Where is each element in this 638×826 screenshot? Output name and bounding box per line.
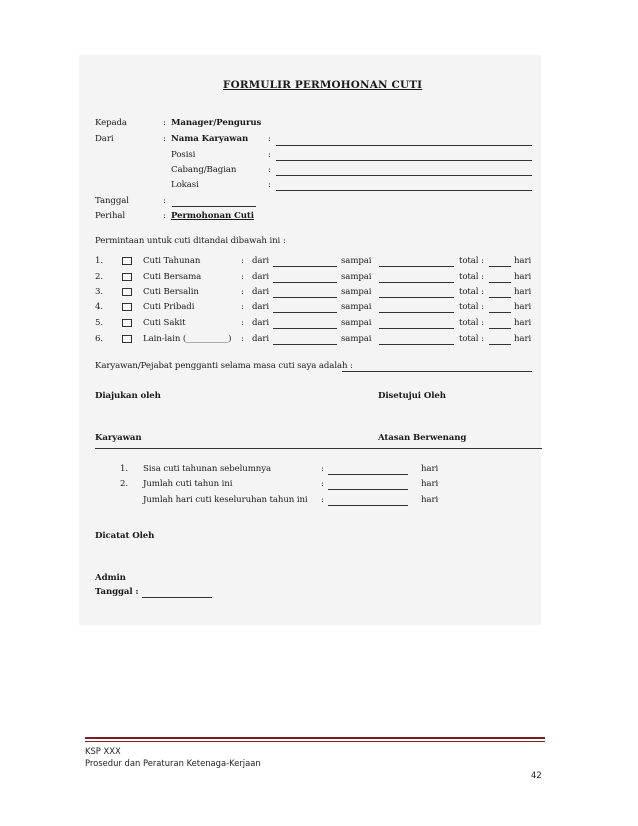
summary-colon-2: : (321, 479, 324, 489)
leave-end-field-1[interactable] (379, 266, 454, 267)
leave-row-total-6: total : (459, 334, 484, 344)
summary-label-2: Jumlah cuti tahun ini (143, 479, 233, 489)
leave-start-field-5[interactable] (273, 328, 337, 329)
summary-unit-3: hari (421, 495, 439, 505)
dari-label: Dari (95, 134, 114, 144)
leave-start-field-3[interactable] (273, 297, 337, 298)
leave-row-colon-6: : (241, 334, 244, 344)
leave-row-total-4: total : (459, 302, 484, 312)
leave-row-sampai-1: sampai (341, 256, 372, 266)
leave-row-label-3: Cuti Bersalin (143, 287, 199, 297)
nama-field[interactable] (276, 145, 532, 146)
summary-colon-3: : (321, 495, 324, 505)
leave-checkbox-2[interactable] (122, 273, 132, 281)
leave-start-field-1[interactable] (273, 266, 337, 267)
karyawan-label: Karyawan (95, 433, 142, 443)
leave-row-label-6: Lain-lain (__________) (143, 334, 232, 344)
leave-end-field-5[interactable] (379, 328, 454, 329)
footer-doc-title: Prosedur dan Peraturan Ketenaga-Kerjaan (85, 758, 261, 768)
leave-row-label-5: Cuti Sakit (143, 318, 186, 328)
leave-total-field-2[interactable] (489, 282, 511, 283)
posisi-colon: : (268, 150, 271, 160)
leave-row-sampai-3: sampai (341, 287, 372, 297)
leave-row-total-3: total : (459, 287, 484, 297)
leave-end-field-2[interactable] (379, 282, 454, 283)
leave-row-hari-6: hari (514, 334, 532, 344)
leave-start-field-6[interactable] (273, 344, 337, 345)
summary-num-2: 2. (120, 479, 128, 489)
summary-field-3[interactable] (328, 505, 408, 506)
intro-text: Permintaan untuk cuti ditandai dibawah ini : (95, 236, 286, 246)
replacement-field[interactable] (342, 371, 532, 372)
leave-row-total-2: total : (459, 272, 484, 282)
admin-tanggal-label: Tanggal : (95, 587, 139, 597)
leave-total-field-5[interactable] (489, 328, 511, 329)
leave-row-num-3: 3. (95, 287, 103, 297)
lokasi-field[interactable] (276, 190, 532, 191)
leave-checkbox-1[interactable] (122, 257, 132, 265)
cabang-colon: : (268, 165, 271, 175)
summary-num-1: 1. (120, 464, 128, 474)
leave-checkbox-3[interactable] (122, 288, 132, 296)
leave-row-total-1: total : (459, 256, 484, 266)
admin-label: Admin (95, 573, 126, 583)
leave-row-label-1: Cuti Tahunan (143, 256, 201, 266)
replacement-label: Karyawan/Pejabat pengganti selama masa cuti saya adalah : (95, 361, 353, 371)
tanggal-label: Tanggal (95, 196, 129, 206)
leave-total-field-4[interactable] (489, 312, 511, 313)
leave-checkbox-5[interactable] (122, 319, 132, 327)
lokasi-label: Lokasi (171, 180, 199, 190)
footer-org: KSP XXX (85, 746, 121, 756)
perihal-colon: : (163, 211, 166, 221)
leave-start-field-2[interactable] (273, 282, 337, 283)
summary-field-2[interactable] (328, 489, 408, 490)
lokasi-colon: : (268, 180, 271, 190)
leave-row-colon-3: : (241, 287, 244, 297)
leave-total-field-6[interactable] (489, 344, 511, 345)
leave-row-dari-5: dari (252, 318, 270, 328)
cabang-field[interactable] (276, 175, 532, 176)
leave-row-sampai-5: sampai (341, 318, 372, 328)
leave-row-dari-4: dari (252, 302, 270, 312)
leave-row-num-2: 2. (95, 272, 103, 282)
posisi-field[interactable] (276, 160, 532, 161)
summary-label-3: Jumlah hari cuti keseluruhan tahun ini (143, 495, 308, 505)
leave-row-hari-2: hari (514, 272, 532, 282)
leave-row-colon-2: : (241, 272, 244, 282)
tanggal-colon: : (163, 196, 166, 206)
leave-row-num-4: 4. (95, 302, 103, 312)
footer-rule-thin (85, 741, 545, 742)
nama-karyawan-label: Nama Karyawan (171, 134, 249, 144)
leave-row-dari-3: dari (252, 287, 270, 297)
kepada-colon: : (163, 118, 166, 128)
posisi-label: Posisi (171, 150, 196, 160)
disetujui-label: Disetujui Oleh (378, 391, 446, 401)
leave-row-sampai-4: sampai (341, 302, 372, 312)
leave-row-num-6: 6. (95, 334, 103, 344)
leave-row-num-1: 1. (95, 256, 103, 266)
summary-unit-1: hari (421, 464, 439, 474)
leave-row-total-5: total : (459, 318, 484, 328)
admin-tanggal-field[interactable] (142, 597, 212, 598)
footer-rule (85, 737, 545, 739)
perihal-label: Perihal (95, 211, 126, 221)
kepada-label: Kepada (95, 118, 127, 128)
summary-label-1: Sisa cuti tahunan sebelumnya (143, 464, 271, 474)
perihal-value: Permohonan Cuti (171, 211, 254, 221)
leave-row-colon-5: : (241, 318, 244, 328)
leave-row-colon-1: : (241, 256, 244, 266)
page-number: 42 (531, 770, 542, 780)
leave-row-hari-3: hari (514, 287, 532, 297)
leave-row-dari-2: dari (252, 272, 270, 282)
kepada-value: Manager/Pengurus (171, 118, 262, 128)
leave-row-dari-6: dari (252, 334, 270, 344)
summary-colon-1: : (321, 464, 324, 474)
leave-total-field-1[interactable] (489, 266, 511, 267)
summary-unit-2: hari (421, 479, 439, 489)
leave-row-hari-4: hari (514, 302, 532, 312)
leave-end-field-3[interactable] (379, 297, 454, 298)
leave-start-field-4[interactable] (273, 312, 337, 313)
leave-row-label-2: Cuti Bersama (143, 272, 202, 282)
leave-end-field-6[interactable] (379, 344, 454, 345)
nama-colon: : (268, 134, 271, 144)
cabang-label: Cabang/Bagian (171, 165, 237, 175)
leave-total-field-3[interactable] (489, 297, 511, 298)
signature-divider (95, 448, 542, 449)
leave-end-field-4[interactable] (379, 312, 454, 313)
diajukan-label: Diajukan oleh (95, 391, 161, 401)
leave-row-sampai-6: sampai (341, 334, 372, 344)
form-title: FORMULIR PERMOHONAN CUTI (223, 79, 423, 91)
summary-field-1[interactable] (328, 474, 408, 475)
tanggal-field[interactable] (172, 206, 256, 207)
leave-row-label-4: Cuti Pribadi (143, 302, 195, 312)
dari-colon: : (163, 134, 166, 144)
leave-row-hari-5: hari (514, 318, 532, 328)
leave-checkbox-6[interactable] (122, 335, 132, 343)
dicatat-label: Dicatat Oleh (95, 531, 155, 541)
atasan-label: Atasan Berwenang (378, 433, 467, 443)
leave-row-sampai-2: sampai (341, 272, 372, 282)
leave-row-dari-1: dari (252, 256, 270, 266)
leave-row-num-5: 5. (95, 318, 103, 328)
leave-checkbox-4[interactable] (122, 303, 132, 311)
leave-row-hari-1: hari (514, 256, 532, 266)
leave-row-colon-4: : (241, 302, 244, 312)
